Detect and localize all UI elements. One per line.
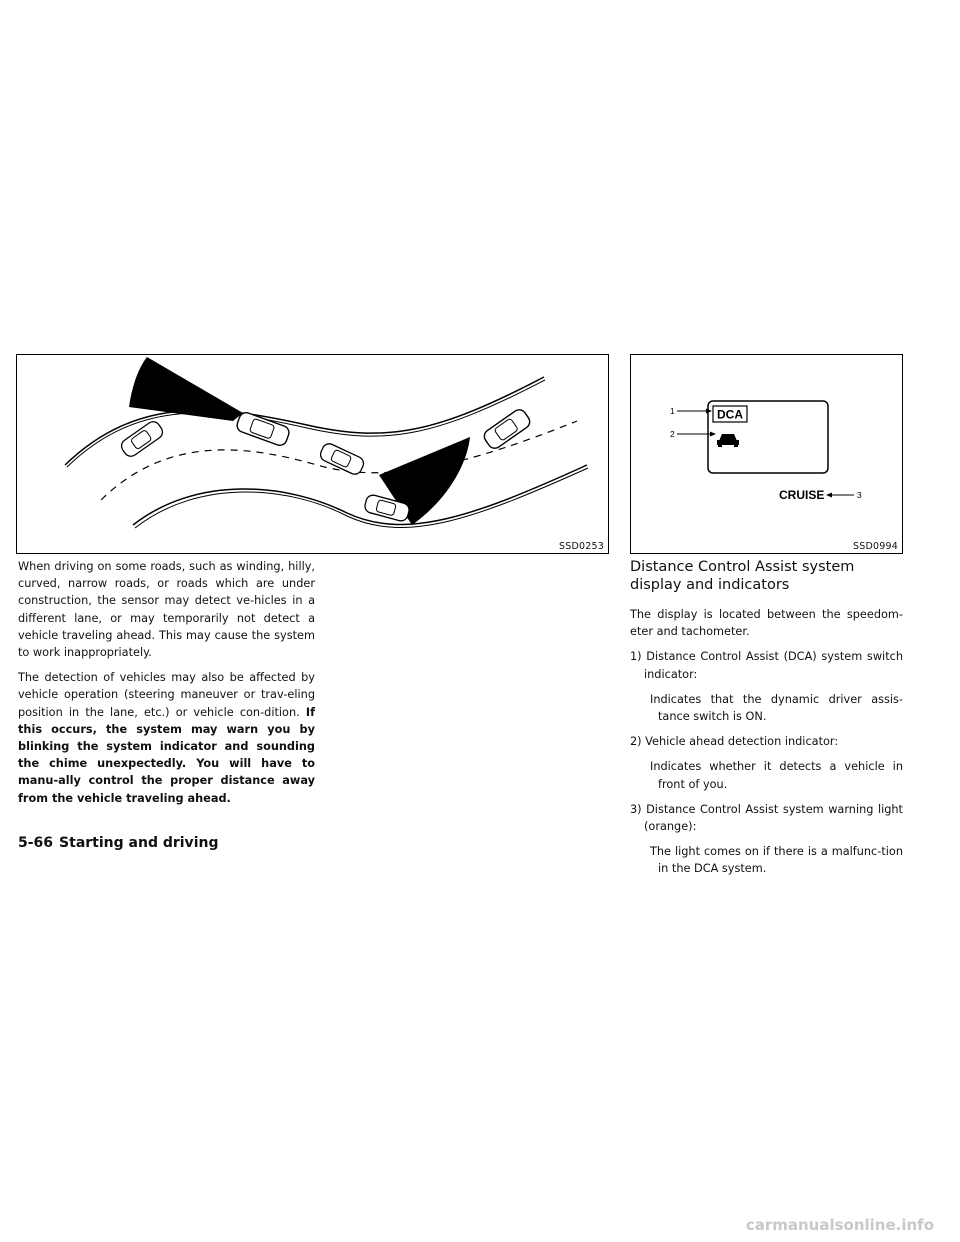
road-curves-diagram (17, 355, 607, 552)
left-column (18, 558, 315, 815)
warning-text: If this occurs, the system may warn you by blinking the system indicator and sounding the chime unexpectedly. You will have to manu-ally control the proper distance away from the vehicle traveling ahead. (18, 705, 315, 805)
sensor-beam-1 (129, 357, 243, 421)
car-icon (318, 442, 365, 477)
callout-2: 2 (670, 429, 675, 439)
figure-code: SSD0253 (559, 541, 604, 552)
right-column (630, 558, 903, 886)
cruise-label: CRUISE (779, 488, 825, 502)
dca-display-diagram (631, 355, 901, 552)
figure-road-illustration (16, 354, 609, 554)
figure-dca-display (630, 354, 903, 554)
list-item-title: 1) Distance Control Assist (DCA) system switch indicator: (630, 650, 903, 681)
section-heading: Distance Control Assist system display and indicators (630, 559, 855, 593)
list-item-title: 2) Vehicle ahead detection indicator: (630, 735, 839, 749)
list-item-body: Indicates whether it detects a vehicle in front of you. (650, 760, 903, 791)
watermark: carmanualsonline.info (745, 1216, 934, 1234)
page-number: 5-66 (18, 835, 54, 851)
figure-code: SSD0994 (853, 541, 898, 552)
list-item-title: 3) Distance Control Assist system warning light (orange): (630, 802, 903, 834)
list-item-body: The light comes on if there is a malfunc-tion in the DCA system. (650, 845, 903, 876)
car-icon (482, 407, 533, 451)
callout-1: 1 (670, 406, 675, 416)
section-name: Starting and driving (59, 835, 219, 851)
page-footer (18, 835, 218, 851)
paragraph-vehicle-detection: The detection of vehicles may also be affected by vehicle operation (steering maneuver or trav-eling position in the lane, etc.) or vehicle con-dition. If this occurs, the system may warn you by blinking the system indicator and sounding the chime unexpectedly. You will have to manu-ally control the proper distance away from the vehicle traveling ahead. (18, 671, 315, 805)
list-item-body: Indicates that the dynamic driver assis-tance switch is ON. (650, 692, 903, 724)
paragraph-road-conditions: When driving on some roads, such as winding, hilly, curved, narrow roads, or roads which are under construction, the sensor may detect ve-hicles in a different lane, or may temporarily not detect a vehicle traveling ahead. This may cause the system to work inappropriately. (18, 560, 315, 660)
intro-paragraph: The display is located between the speedom-eter and tachometer. (630, 608, 903, 639)
dca-label: DCA (717, 407, 743, 422)
callout-3: 3 (857, 490, 862, 500)
